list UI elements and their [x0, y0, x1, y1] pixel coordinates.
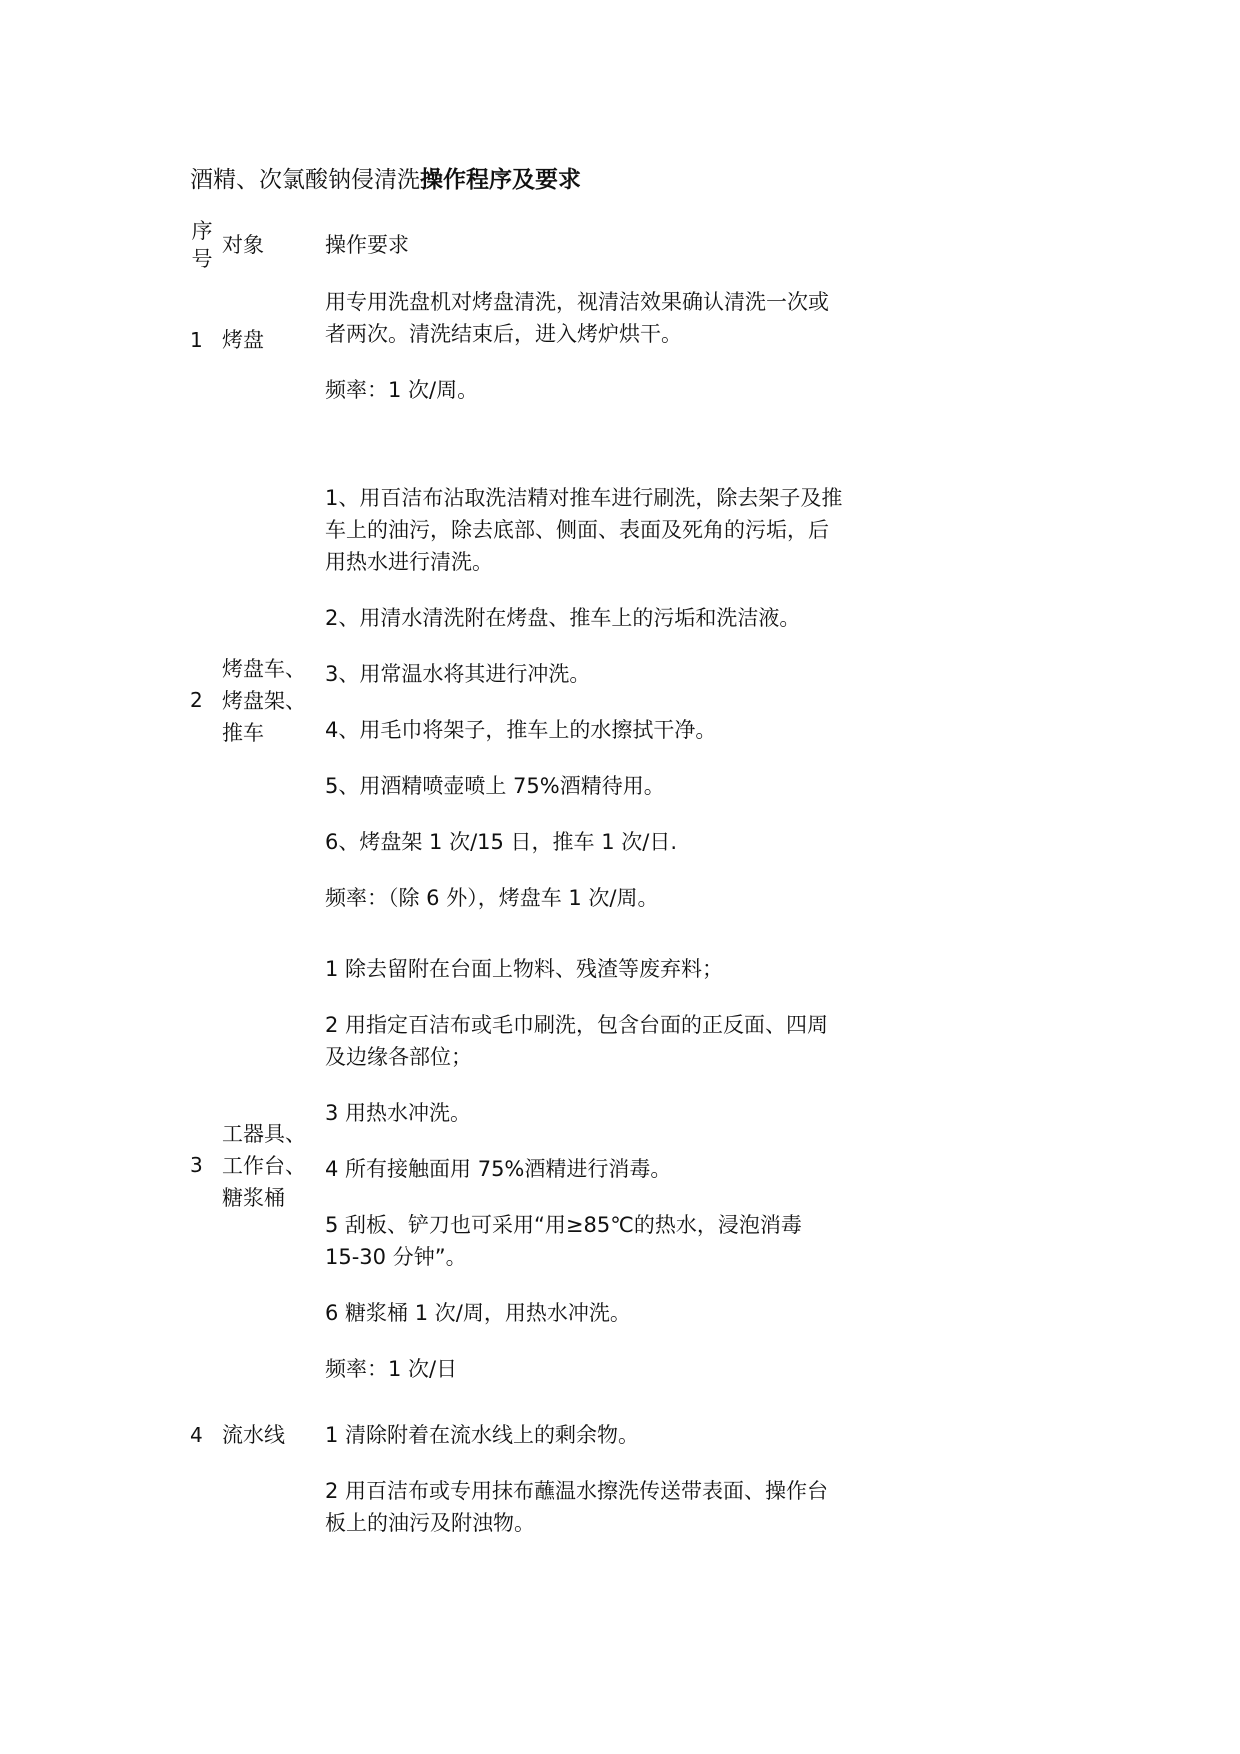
requirement-item: 频率：（除 6 外），烤盘车 1 次/周。 [325, 886, 659, 910]
row-object-line: 工器具、 [222, 1122, 306, 1146]
row-requirements [325, 1419, 925, 1563]
requirement-item: 1 清除附着在流水线上的剩余物。 [325, 1423, 640, 1447]
requirement-item: 6、烤盘架 1 次/15 日，推车 1 次/日. [325, 830, 678, 854]
requirement-item: 3 用热水冲洗。 [325, 1101, 472, 1125]
requirement-item: 2、用清水清洗附在烤盘、推车上的污垢和洗洁液。 [325, 606, 801, 630]
row-object [222, 1118, 317, 1214]
row-number: 1 [190, 328, 203, 352]
header-number-line2: 号 [191, 247, 213, 271]
row-object-line: 糖浆桶 [222, 1186, 285, 1210]
row-object-line: 工作台、 [222, 1154, 306, 1178]
requirement-item: 4 所有接触面用 75%酒精进行消毒。 [325, 1157, 672, 1181]
requirement-item: 1 除去留附在台面上物料、残渣等废弃料； [325, 957, 724, 981]
requirement-item: 4、用毛巾将架子，推车上的水擦拭干净。 [325, 718, 717, 742]
row-number: 3 [190, 1153, 203, 1177]
requirement-item: 频率：1 次/日 [325, 1357, 458, 1381]
requirement-item: 3、用常温水将其进行冲洗。 [325, 662, 591, 686]
row-object-line: 烤盘车、 [222, 657, 306, 681]
row-object-line: 推车 [222, 721, 264, 745]
row-number: 4 [190, 1423, 203, 1447]
requirement-item: 2 用指定百洁布或毛巾刷洗，包含台面的正反面、四周 及边缘各部位； [325, 1013, 829, 1069]
requirement-item: 6 糖浆桶 1 次/周，用热水冲洗。 [325, 1301, 631, 1325]
requirement-item: 5 刮板、铲刀也可采用“用≥85℃的热水，浸泡消毒 15-30 分钟”。 [325, 1213, 802, 1269]
row-object-line: 流水线 [222, 1423, 285, 1447]
requirement-item: 5、用酒精喷壶喷上 75%酒精待用。 [325, 774, 665, 798]
requirement-item: 用专用洗盘机对烤盘清洗，视清洁效果确认清洗一次或 者两次。清洗结束后，进入烤炉烘干。 [325, 290, 829, 346]
row-object [222, 653, 317, 749]
row-object-line: 烤盘 [222, 328, 264, 352]
header-number-line1: 序 [191, 219, 213, 243]
row-requirements [325, 482, 925, 938]
requirement-item: 2 用百洁布或专用抹布蘸温水擦洗传送带表面、操作台 板上的油污及附浊物。 [325, 1479, 829, 1535]
row-requirements [325, 953, 925, 1409]
header-number [190, 217, 214, 273]
header-requirement: 操作要求 [325, 233, 409, 257]
row-object [222, 1419, 317, 1451]
requirement-item: 频率：1 次/周。 [325, 378, 479, 402]
title-bold: 操作程序及要求 [420, 167, 581, 193]
document-title [190, 164, 581, 196]
header-object: 对象 [222, 233, 264, 257]
row-requirements [325, 286, 925, 430]
row-object [222, 324, 317, 356]
requirement-item: 1、用百洁布沾取洗洁精对推车进行刷洗，除去架子及推 车上的油污，除去底部、侧面、表面及死角的污垢，后 用热水进行清洗。 [325, 486, 843, 574]
title-prefix: 酒精、次氯酸钠侵清洗 [190, 167, 420, 193]
row-object-line: 烤盘架、 [222, 689, 306, 713]
row-number: 2 [190, 688, 203, 712]
